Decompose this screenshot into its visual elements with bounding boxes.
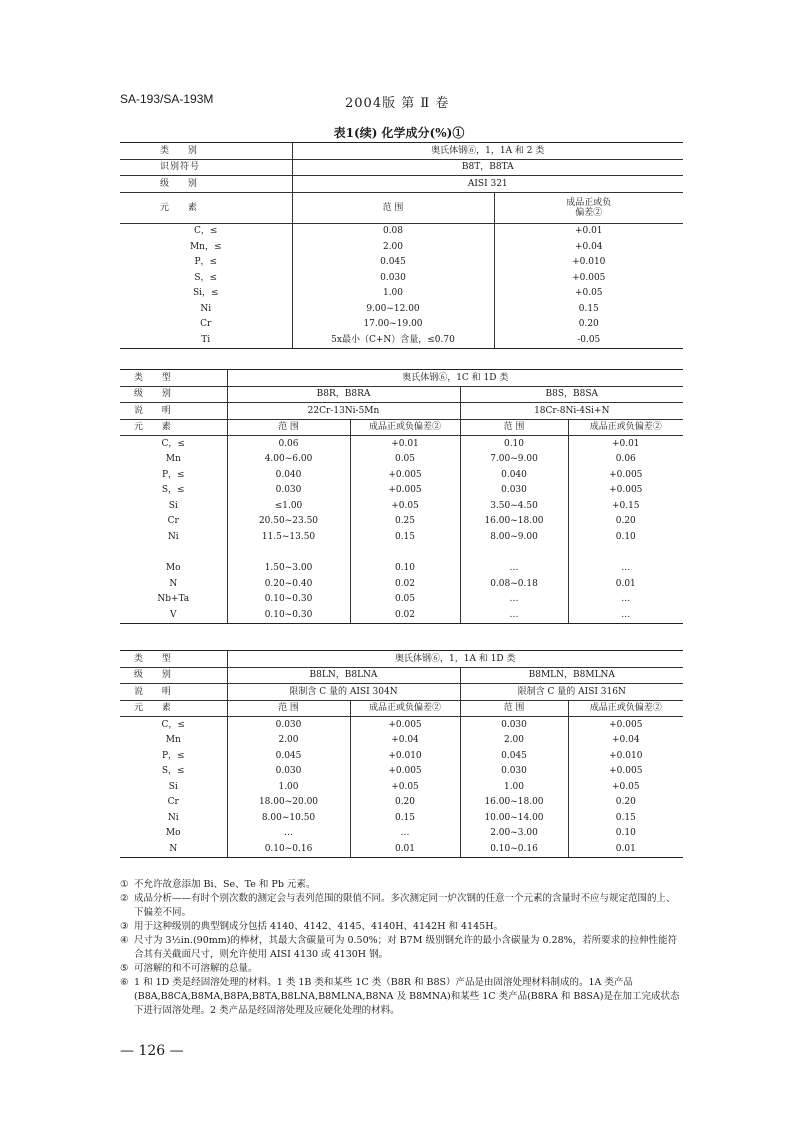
table-row xyxy=(120,733,683,749)
deviation-cell-b: 0.01 xyxy=(568,841,683,857)
range-cell-a: ≤1.00 xyxy=(227,498,350,514)
footnote-mark: ③ xyxy=(120,921,129,932)
element-cell: Si xyxy=(168,781,178,792)
element-cell: Ni xyxy=(167,531,179,542)
element-header: 元 素 xyxy=(120,700,227,717)
deviation-cell-a: +0.005 xyxy=(350,717,460,733)
range-cell-b: 0.040 xyxy=(460,467,568,483)
range-cell-a: … xyxy=(227,826,350,842)
deviation-cell-b: +0.05 xyxy=(568,779,683,795)
deviation-cell-b: … xyxy=(568,607,683,623)
table-row xyxy=(120,483,683,499)
element-cell: S，≤ xyxy=(161,485,185,496)
id-value: B8T，B8TA xyxy=(292,159,683,176)
deviation-cell-a: +0.005 xyxy=(350,467,460,483)
range-cell-b: 0.030 xyxy=(460,764,568,780)
deviation-cell-b: +0.005 xyxy=(568,467,683,483)
deviation-cell-a: 0.05 xyxy=(350,452,460,468)
deviation-header-b: 成品正或负偏差② xyxy=(568,419,683,436)
footnote xyxy=(120,934,683,962)
element-cell: Ni xyxy=(167,812,179,823)
range-cell-b: 0.030 xyxy=(460,483,568,499)
range-cell: 17.00~19.00 xyxy=(292,317,494,333)
table-row xyxy=(120,514,683,530)
deviation-cell-b: 0.10 xyxy=(568,826,683,842)
table-row xyxy=(120,810,683,826)
deviation-cell: +0.010 xyxy=(494,255,683,271)
element-cell: P，≤ xyxy=(194,257,218,268)
table-row xyxy=(120,301,683,317)
desc-a: 限制含 C 量的 AISI 304N xyxy=(227,684,460,701)
deviation-cell: +0.005 xyxy=(494,270,683,286)
range-cell-a: 1.00 xyxy=(227,779,350,795)
range-cell-a: 18.00~20.00 xyxy=(227,795,350,811)
range-cell-a: 11.5~13.50 xyxy=(227,529,350,545)
range-cell-a: 0.030 xyxy=(227,764,350,780)
composition-table-b8r-b8s xyxy=(120,369,683,624)
range-cell-b: 7.00~9.00 xyxy=(460,452,568,468)
footnote-text: 1 和 1D 类是经固溶处理的材料。1 类 1B 类和某些 1C 类（B8R 和 B8S）产品是由固溶处理材料制成的。1A 类产品(B8A,B8CA,B8MA,B8PA,B8TA,B8LNA,B8MLNA,B8NA 及 B8MNA)和某些 1C 类产品(B8RA 和 B8SA)是在加工完成状态下进行固溶处理。2 类产品是经固溶处理及应硬化处理的材料。 xyxy=(134,977,680,1016)
element-cell: Cr xyxy=(200,319,212,330)
range-cell-b: 0.045 xyxy=(460,748,568,764)
range-cell-a: 0.030 xyxy=(227,717,350,733)
table-row xyxy=(120,795,683,811)
deviation-cell-a: … xyxy=(350,826,460,842)
element-cell: C，≤ xyxy=(161,438,185,449)
deviation-cell-a: 0.02 xyxy=(350,607,460,623)
element-cell: S，≤ xyxy=(194,272,218,283)
range-cell-a: 0.045 xyxy=(227,748,350,764)
range-cell-b: 8.00~9.00 xyxy=(460,529,568,545)
range-cell-b: 0.08~0.18 xyxy=(460,576,568,592)
deviation-cell-b: +0.01 xyxy=(568,436,683,452)
range-cell-a: 8.00~10.50 xyxy=(227,810,350,826)
element-cell: Nb+Ta xyxy=(157,594,190,605)
category-value: 奥氏体钢⑥，1，1A 和 2 类 xyxy=(292,143,683,160)
range-header-b: 范 围 xyxy=(460,419,568,436)
table-row xyxy=(120,717,683,733)
deviation-cell-b: 0.10 xyxy=(568,529,683,545)
grade-value: AISI 321 xyxy=(292,176,683,193)
element-cell: Si xyxy=(168,500,178,511)
table-row xyxy=(120,286,683,302)
deviation-header-b: 成品正或负偏差② xyxy=(568,700,683,717)
deviation-cell-a: +0.05 xyxy=(350,779,460,795)
footnote-text: 用于这种级别的典型钢成分包括 4140、4142、4145、4140H、4142H 和 4145H。 xyxy=(134,921,503,932)
footnote-text: 尺寸为 3½in.(90mm)的棒材，其最大含碳量可为 0.50%；对 B7M 级别钢允许的最小含碳量为 0.28%，若所要求的拉伸性能符合其有关截面尺寸，则允许使用 AISI 4130 或 4130H 钢。 xyxy=(134,935,678,960)
range-cell-b: 0.030 xyxy=(460,717,568,733)
deviation-cell-a: +0.05 xyxy=(350,498,460,514)
deviation-cell: +0.04 xyxy=(494,239,683,255)
range-cell-a: 0.10~0.30 xyxy=(227,607,350,623)
table-row xyxy=(120,239,683,255)
range-cell-a: 0.10~0.16 xyxy=(227,841,350,857)
range-cell-b: 16.00~18.00 xyxy=(460,514,568,530)
deviation-cell-a: 0.15 xyxy=(350,810,460,826)
grade-a: B8R，B8RA xyxy=(227,386,460,403)
range-cell: 0.030 xyxy=(292,270,494,286)
range-cell-b: … xyxy=(460,592,568,608)
range-cell-b: 2.00~3.00 xyxy=(460,826,568,842)
type-label: 类 型 xyxy=(120,370,227,387)
element-cell: Si，≤ xyxy=(192,288,219,299)
range-cell-a: 2.00 xyxy=(227,733,350,749)
element-cell: Cr xyxy=(167,516,179,527)
range-cell-b: 16.00~18.00 xyxy=(460,795,568,811)
deviation-cell-a: 0.01 xyxy=(350,841,460,857)
type-value: 奥氏体钢⑥，1，1A 和 1D 类 xyxy=(227,651,683,668)
deviation-cell: +0.01 xyxy=(494,223,683,239)
range-cell-b: 10.00~14.00 xyxy=(460,810,568,826)
id-label: 识别符号 xyxy=(120,159,292,176)
element-cell: Mn，≤ xyxy=(189,241,222,252)
element-cell: C，≤ xyxy=(194,226,218,237)
element-header: 元 素 xyxy=(120,419,227,436)
deviation-cell-a: +0.005 xyxy=(350,483,460,499)
deviation-cell-b: 0.01 xyxy=(568,576,683,592)
footnote-text: 成品分析——有时个别次数的测定会与表列范围的限值不同。多次测定同一炉次钢的任意一个元素的含量时不应与规定范围的上、下偏差不同。 xyxy=(134,893,676,918)
deviation-cell-a: +0.04 xyxy=(350,733,460,749)
element-cell: Mn xyxy=(165,454,181,465)
grade-label: 级 别 xyxy=(120,386,227,403)
footnote xyxy=(120,878,683,892)
grade-a: B8LN，B8LNA xyxy=(227,667,460,684)
footnotes xyxy=(120,878,683,1018)
type-label: 类 型 xyxy=(120,651,227,668)
deviation-cell: -0.05 xyxy=(494,332,683,348)
table-row xyxy=(120,270,683,286)
deviation-header-a: 成品正或负偏差② xyxy=(350,700,460,717)
table-row xyxy=(120,467,683,483)
table-row xyxy=(120,764,683,780)
deviation-cell-a: +0.01 xyxy=(350,436,460,452)
range-cell-a: 0.20~0.40 xyxy=(227,576,350,592)
range-cell-b: … xyxy=(460,607,568,623)
deviation-cell-b: 0.06 xyxy=(568,452,683,468)
table-row xyxy=(120,436,683,452)
deviation-cell-a: +0.010 xyxy=(350,748,460,764)
desc-b: 18Cr-8Ni-4Si+N xyxy=(460,403,683,420)
range-cell-a: 0.030 xyxy=(227,483,350,499)
deviation-cell-b: +0.005 xyxy=(568,764,683,780)
range-cell-a: 4.00~6.00 xyxy=(227,452,350,468)
range-header: 范 围 xyxy=(292,192,494,223)
grade-b: B8MLN，B8MLNA xyxy=(460,667,683,684)
table-row xyxy=(120,332,683,348)
range-cell-b: 1.00 xyxy=(460,779,568,795)
deviation-cell-a: 0.15 xyxy=(350,529,460,545)
deviation-cell-b: 0.15 xyxy=(568,810,683,826)
type-value: 奥氏体钢⑥，1C 和 1D 类 xyxy=(227,370,683,387)
footnote-mark: ④ xyxy=(120,935,129,946)
deviation-header: 成品正或负 偏差② xyxy=(494,192,683,223)
footnote-mark: ⑥ xyxy=(120,977,129,988)
deviation-cell-b: … xyxy=(568,561,683,577)
footnote xyxy=(120,920,683,934)
footnote-text: 不允许故意添加 Bi、Se、Te 和 Pb 元素。 xyxy=(134,879,316,890)
range-cell-a: 0.10~0.30 xyxy=(227,592,350,608)
desc-a: 22Cr-13Ni-5Mn xyxy=(227,403,460,420)
table-row xyxy=(120,223,683,239)
range-cell: 1.00 xyxy=(292,286,494,302)
element-cell: N xyxy=(169,578,178,589)
range-cell-a: 1.50~3.00 xyxy=(227,561,350,577)
deviation-cell-b: +0.04 xyxy=(568,733,683,749)
footnote xyxy=(120,962,683,976)
deviation-cell-a: 0.25 xyxy=(350,514,460,530)
deviation-cell-b: +0.005 xyxy=(568,483,683,499)
element-cell: Mo xyxy=(165,563,181,574)
footnote-mark: ① xyxy=(120,879,129,890)
deviation-cell-b: +0.15 xyxy=(568,498,683,514)
range-cell-b: 2.00 xyxy=(460,733,568,749)
range-cell: 0.045 xyxy=(292,255,494,271)
range-cell: 2.00 xyxy=(292,239,494,255)
deviation-header-a: 成品正或负偏差② xyxy=(350,419,460,436)
element-cell: S，≤ xyxy=(161,766,185,777)
range-cell-a: 20.50~23.50 xyxy=(227,514,350,530)
range-cell-b: 0.10~0.16 xyxy=(460,841,568,857)
table-row xyxy=(120,498,683,514)
table-row xyxy=(120,779,683,795)
grade-b: B8S，B8SA xyxy=(460,386,683,403)
page-number: — 126 — xyxy=(120,1043,184,1059)
element-cell: P，≤ xyxy=(161,469,185,480)
element-cell: Mn xyxy=(165,735,181,746)
element-cell: N xyxy=(120,841,227,857)
range-cell-b: 0.10 xyxy=(460,436,568,452)
footnote-text: 可溶解的和不可溶解的总量。 xyxy=(134,963,258,974)
range-cell-b: … xyxy=(460,561,568,577)
table-row xyxy=(120,561,683,577)
footnote-mark: ⑤ xyxy=(120,963,129,974)
deviation-cell-b: 0.20 xyxy=(568,795,683,811)
footnote xyxy=(120,892,683,920)
row-gap xyxy=(120,545,683,561)
running-header-standard: SA-193/SA-193M xyxy=(120,92,214,106)
deviation-cell-b: +0.010 xyxy=(568,748,683,764)
range-header-a: 范 围 xyxy=(227,700,350,717)
element-cell: C，≤ xyxy=(161,719,185,730)
composition-table-b8t xyxy=(120,142,683,349)
composition-table-b8ln-b8mln xyxy=(120,650,683,858)
running-header-edition: 2004版 第 Ⅱ 卷 xyxy=(345,96,450,111)
range-header-b: 范 围 xyxy=(460,700,568,717)
range-cell: 9.00~12.00 xyxy=(292,301,494,317)
table-row xyxy=(120,529,683,545)
deviation-cell-a: 0.02 xyxy=(350,576,460,592)
element-cell: Ni xyxy=(200,303,212,314)
footnote-mark: ② xyxy=(120,893,129,904)
element-cell: Cr xyxy=(167,797,179,808)
element-cell: V xyxy=(120,607,227,623)
deviation-cell-a: 0.20 xyxy=(350,795,460,811)
deviation-cell-b: … xyxy=(568,592,683,608)
element-cell: P，≤ xyxy=(161,750,185,761)
table-row xyxy=(120,452,683,468)
table-row xyxy=(120,317,683,333)
deviation-cell-a: +0.005 xyxy=(350,764,460,780)
table-row xyxy=(120,592,683,608)
range-cell-a: 0.040 xyxy=(227,467,350,483)
deviation-cell: 0.15 xyxy=(494,301,683,317)
deviation-cell-b: 0.20 xyxy=(568,514,683,530)
range-header-a: 范 围 xyxy=(227,419,350,436)
table-row xyxy=(120,576,683,592)
table-row xyxy=(120,255,683,271)
deviation-cell-a: 0.10 xyxy=(350,561,460,577)
desc-b: 限制含 C 量的 AISI 316N xyxy=(460,684,683,701)
element-cell: Ti xyxy=(120,332,292,348)
category-label: 类 别 xyxy=(120,143,292,160)
desc-label: 说 明 xyxy=(120,403,227,420)
table-row xyxy=(120,826,683,842)
table-row xyxy=(120,841,683,857)
deviation-cell-a: 0.05 xyxy=(350,592,460,608)
table-title: 表1(续) 化学成分(%)① xyxy=(333,126,465,140)
table-row xyxy=(120,607,683,623)
element-cell: Mo xyxy=(165,828,181,839)
grade-label: 级 别 xyxy=(120,176,292,193)
element-header: 元 素 xyxy=(120,192,292,223)
deviation-cell-b: +0.005 xyxy=(568,717,683,733)
range-cell: 5x最小（C+N）含量，≤0.70 xyxy=(292,332,494,348)
table-row xyxy=(120,748,683,764)
range-cell-a: 0.06 xyxy=(227,436,350,452)
desc-label: 说 明 xyxy=(120,684,227,701)
range-cell-b: 3.50~4.50 xyxy=(460,498,568,514)
footnote xyxy=(120,976,683,1018)
range-cell: 0.08 xyxy=(292,223,494,239)
deviation-cell: +0.05 xyxy=(494,286,683,302)
deviation-cell: 0.20 xyxy=(494,317,683,333)
grade-label: 级 别 xyxy=(120,667,227,684)
